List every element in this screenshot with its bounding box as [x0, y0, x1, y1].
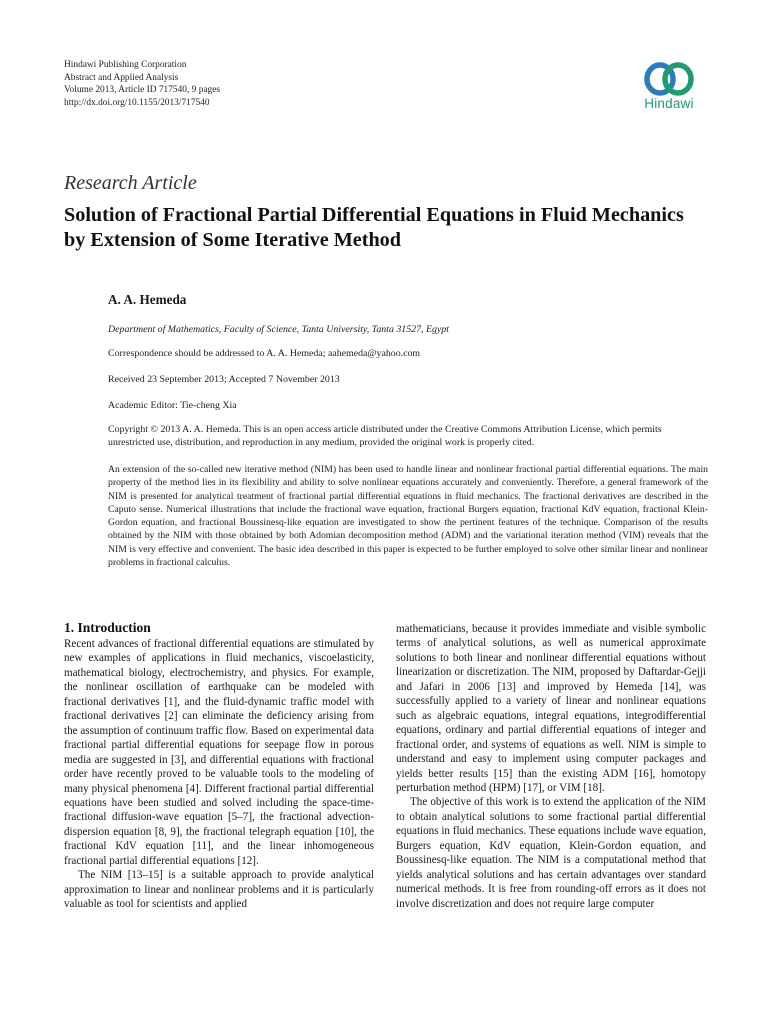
paragraph: mathematicians, because it provides immediate and visible symbolic terms of analytical solutions, as well as numerical approximate solutions to both linear and nonlinear differential equations without linearization or discretization. The NIM, proposed by Daftardar-Gejji and Jafari in 2006 [13] and improved by Hemeda [14], was successfully applied to a variety of linear and nonlinear equations such as algebraic equations, integral equations, integrodifferential equations, ordinary and partial differential equations of integer and fractional order, and systems of equations as well. NIM is simple to understand and easy to implement using computer packages and yields better results [15] than the existing ADM [16], homotopy perturbation method (HPM) [17], or VIM [18].: [396, 623, 706, 794]
hindawi-logo: [632, 60, 706, 111]
doi-link[interactable]: http://dx.doi.org/10.1155/2013/717540: [64, 97, 210, 108]
body-column-left: [64, 637, 374, 912]
body-column-right: [396, 622, 706, 911]
volume-info: Volume 2013, Article ID 717540, 9 pages: [64, 85, 221, 95]
article-type: Research Article: [64, 172, 197, 194]
received-date: Received 23 September 2013; Accepted 7 November 2013: [108, 374, 340, 385]
author-name: A. A. Hemeda: [108, 292, 187, 307]
copyright-notice: Copyright © 2013 A. A. Hemeda. This is an open access article distributed under the Creative Commons Attribution License, which permits unrestricted use, distribution, and reproduction in any medium, provided the original work is properly cited.: [108, 424, 662, 449]
correspondence: Correspondence should be addressed to A. A. Hemeda; aahemeda@yahoo.com: [108, 348, 421, 359]
paragraph: The NIM [13–15] is a suitable approach to provide analytical approximation to linear and nonlinear problems and it is particularly valuable as tool for scientists and applied: [64, 869, 374, 911]
academic-editor: Academic Editor: Tie-cheng Xia: [108, 400, 237, 411]
logo-text: Hindawi: [644, 96, 694, 111]
article-title: Solution of Fractional Partial Differential Equations in Fluid Mechanics by Extension of Some Iterative Method: [64, 204, 684, 251]
section-heading-introduction: 1. Introduction: [64, 620, 151, 635]
abstract: An extension of the so-called new iterative method (NIM) has been used to handle linear and nonlinear fractional partial differential equations. The main property of the method lies in its flexibility and ability to solve nonlinear equations accurately and conveniently. Therefore, a general framework of the NIM is presented for analytical treatment of fractional partial differential equations in fluid mechanics. The fractional derivatives are described in the Caputo sense. Numerical illustrations that include the fractional wave equation, fractional Burgers equation, fractional KdV equation, fractional Klein-Gordon equation, and fractional Boussinesq-like equation are investigated to show the pertinent features of the technique. Comparison of the results obtained by the NIM with those obtained by both Adomian decomposition method (ADM) and the variational iteration method (VIM) reveals that the NIM is very effective and convenient. The basic idea described in this paper is expected to be further employed to solve other similar linear and nonlinear problems in fractional calculus.: [108, 464, 708, 569]
hindawi-logo-icon: [643, 60, 695, 98]
paragraph: The objective of this work is to extend the application of the NIM to obtain analytical solutions to some fractional partial differential equations in fluid mechanics. These equations include wave equation, Burgers equation, KdV equation, Klein-Gordon equation, and Boussinesq-like equation. The NIM is a computational method that yields analytical solutions and has certain advantages over standard numerical methods. It is free from rounding-off errors as it does not involve discretization and does not require large computer: [396, 796, 706, 910]
paragraph: Recent advances of fractional differential equations are stimulated by new examples of applications in fluid mechanics, viscoelasticity, mathematical biology, electrochemistry, and physics. For example, the nonlinear oscillation of earthquake can be modeled with fractional derivatives [1], and the fluid-dynamic traffic model with fractional derivatives [2] can eliminate the deficiency arising from the assumption of continuum traffic flow. Based on experimental data fractional partial differential equations for seepage flow in porous media are suggested in [3], and differential equations with fractional order have recently proved to be valuable tools to the modeling of many physical phenomena [4]. Different fractional partial differential equations have been studied and solved including the space-time-fractional diffusion-wave equation [5–7], the fractional advection-dispersion equation [8, 9], the fractional telegraph equation [10], the fractional KdV equation [11], and the linear inhomogeneous fractional partial differential equations [12].: [64, 638, 374, 867]
publication-info: [64, 59, 220, 109]
publisher-name: Hindawi Publishing Corporation: [64, 60, 187, 70]
affiliation: Department of Mathematics, Faculty of Science, Tanta University, Tanta 31527, Egypt: [108, 324, 450, 335]
journal-name: Abstract and Applied Analysis: [64, 72, 179, 83]
